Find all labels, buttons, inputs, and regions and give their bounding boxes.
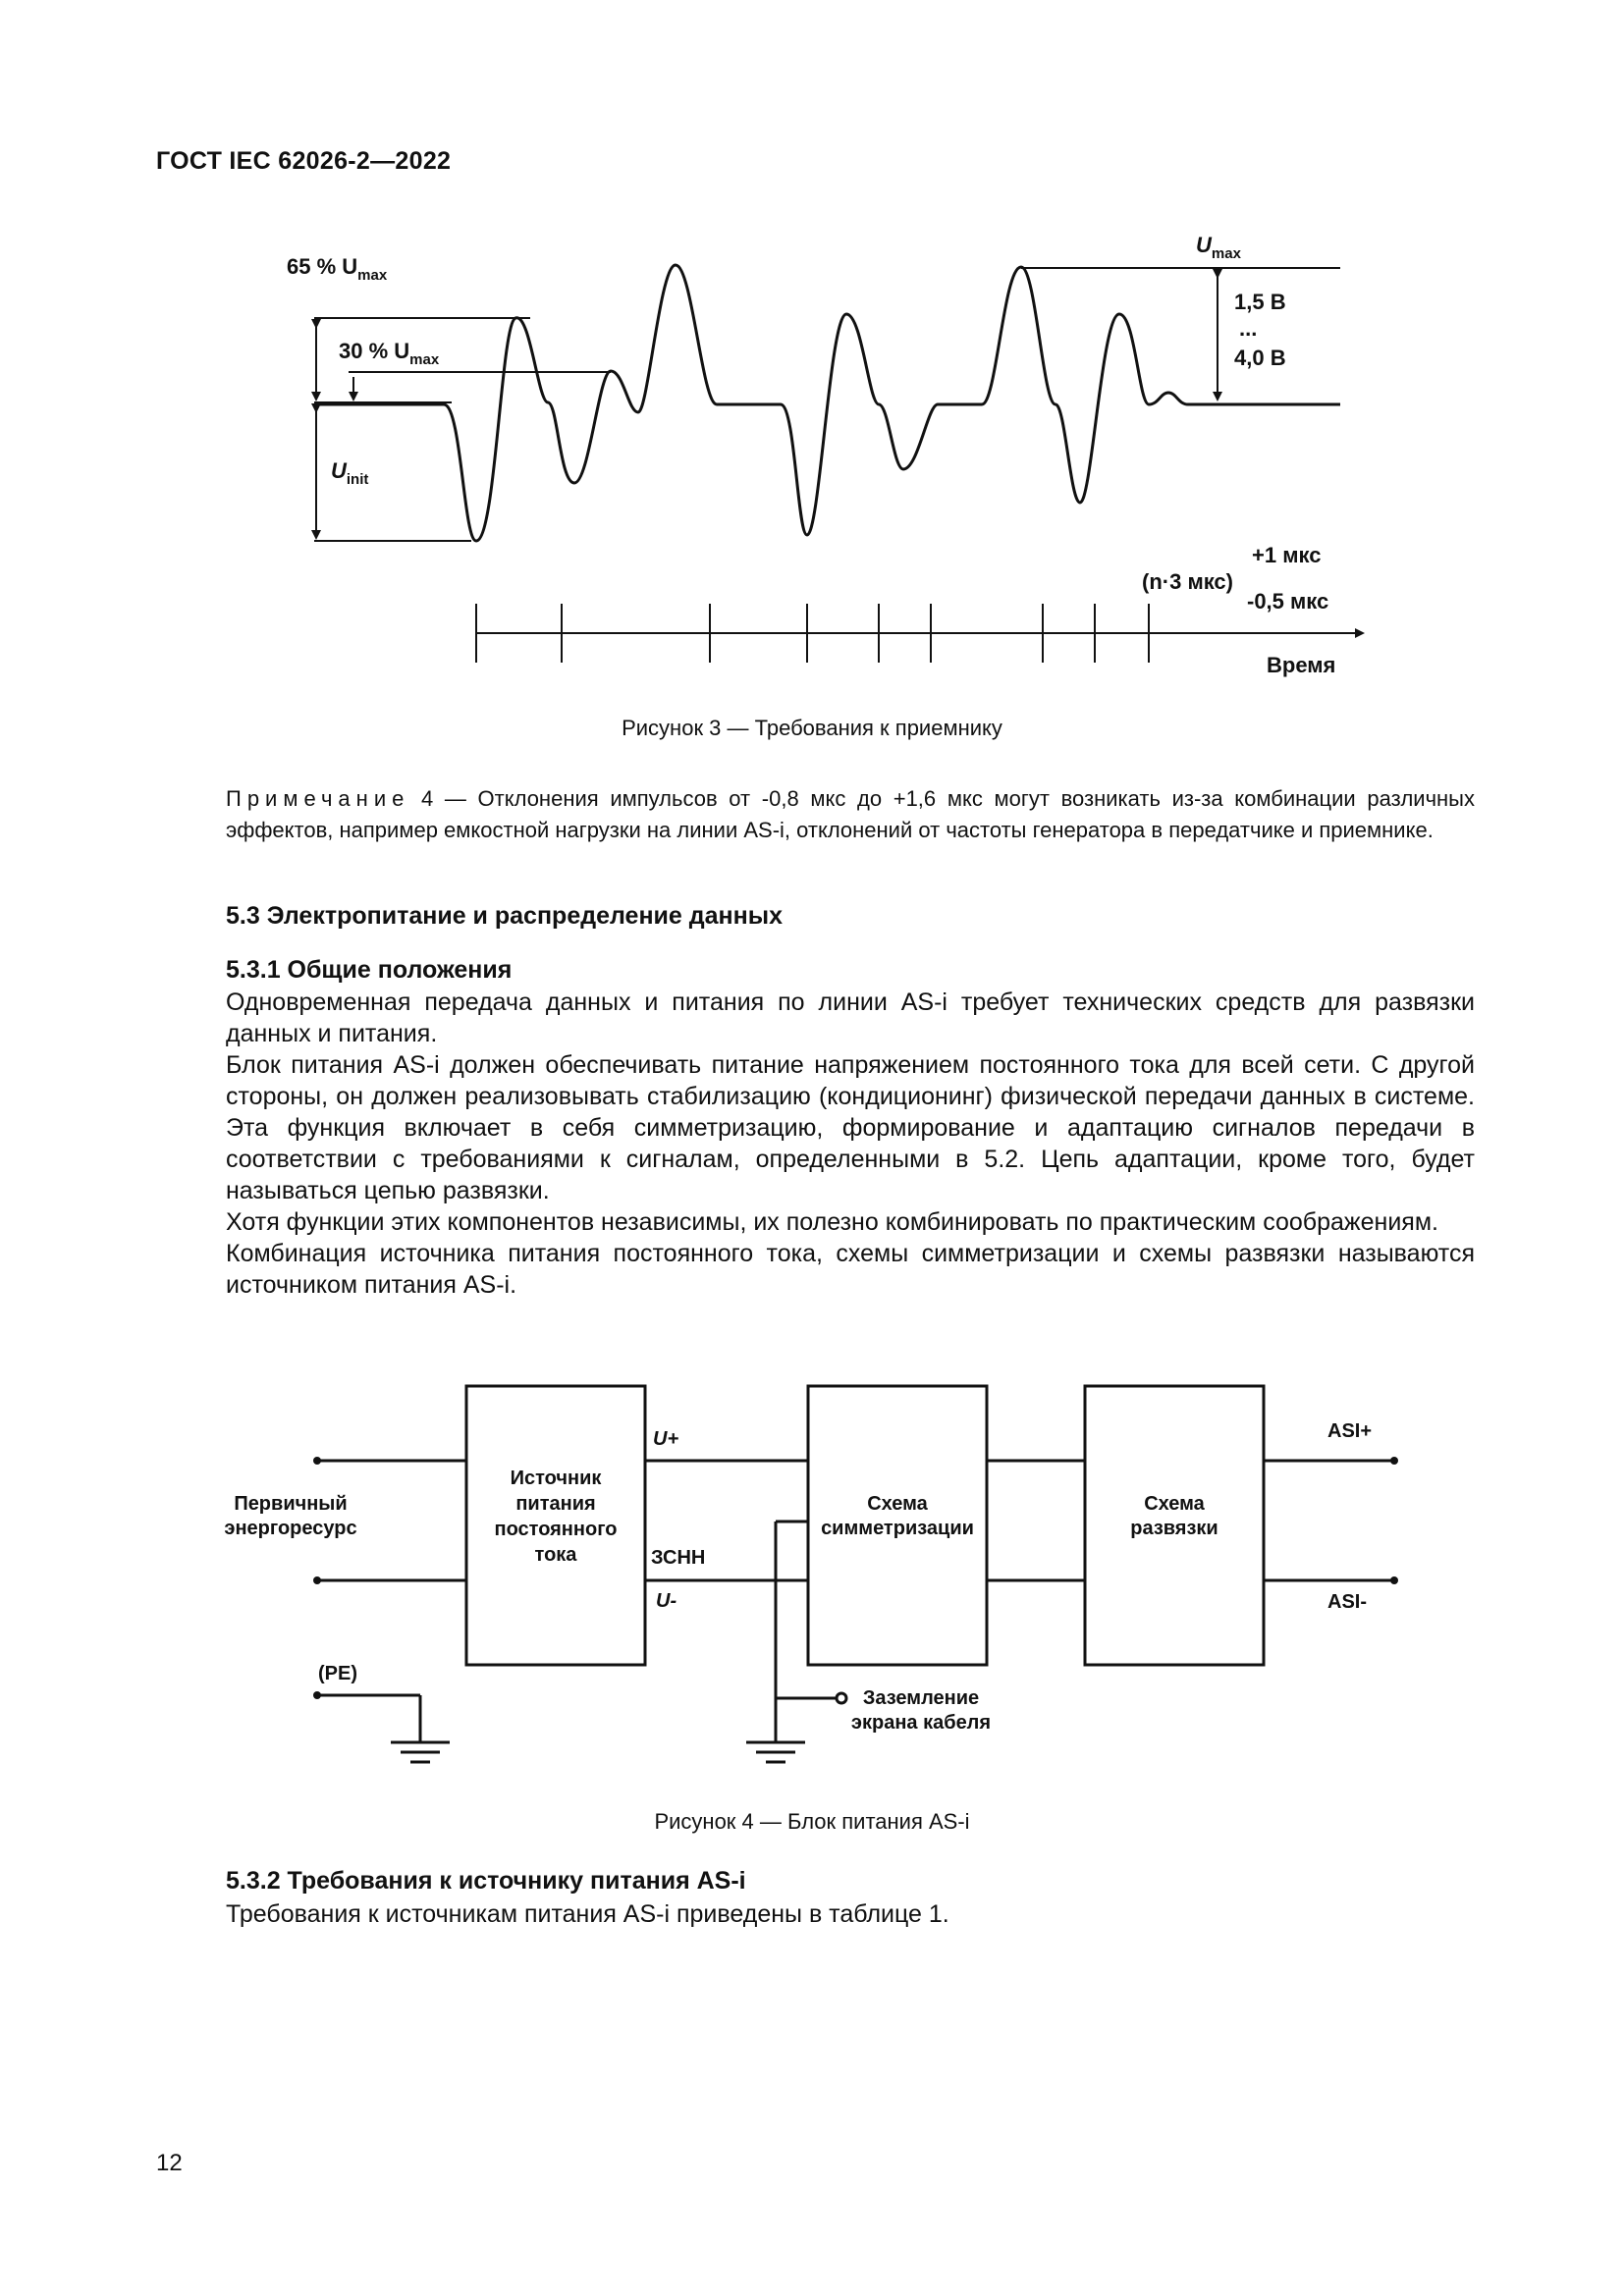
- primary-label-2: энергоресурс: [224, 1518, 357, 1539]
- label-plus1: +1 мкс: [1252, 543, 1322, 567]
- label-range-bottom: 4,0 В: [1234, 346, 1286, 370]
- label-range-top: 1,5 В: [1234, 290, 1286, 314]
- note-prefix: Примечание: [226, 786, 410, 811]
- figure-4-caption: Рисунок 4 — Блок питания AS-i: [654, 1809, 970, 1834]
- sym-label-2: симметризации: [821, 1518, 974, 1539]
- label-65-umax: 65 % $U_{max}$: [287, 254, 388, 284]
- paragraph-3: Хотя функции этих компонентов независимы, их полезно комбинировать по практическим соображениям.: [226, 1208, 1438, 1236]
- label-minus05: -0,5 мкс: [1247, 589, 1329, 614]
- figure-4-power-block: [0, 1355, 1624, 1787]
- figure-3-receiver-requirements: [0, 0, 1624, 707]
- paragraph-2: Блок питания AS-i должен обеспечивать питание напряжением постоянного тока для всей сети. С другой стороны, он должен реализовывать стабилизацию (кондиционинг) физической передачи данных в системе. Эта функция включает в себя симметризацию, формирование и адаптацию сигналов передачи в соответствии с требованиями к сигналам, определенными в 5.2. Цепь адаптации, кроме того, будет называться цепью развязки.: [226, 1051, 1475, 1204]
- pe-label: (PE): [318, 1663, 357, 1684]
- dec-label-2: развязки: [1130, 1518, 1218, 1539]
- label-time: Время: [1267, 653, 1336, 677]
- psu-label-2: питания: [515, 1493, 596, 1515]
- page-number: 12: [156, 2150, 183, 2176]
- document-header: ГОСТ IEC 62026-2—2022: [156, 147, 452, 175]
- paragraph-1: Одновременная передача данных и питания по линии AS-i требует технических средств для развязки данных и питания.: [226, 988, 1475, 1047]
- section-5-3-2-body: [226, 1898, 1475, 1930]
- zsnn-label: ЗСНН: [651, 1547, 706, 1569]
- label-umax-right: $U_{max}$: [1196, 233, 1241, 262]
- ground-label-2: экрана кабеля: [850, 1712, 992, 1734]
- dec-label-1: Схема: [1144, 1493, 1205, 1515]
- section-5-3-1-body: [226, 987, 1475, 1301]
- section-5-3-title: 5.3 Электропитание и распределение данных: [226, 902, 783, 930]
- sym-label-1: Схема: [867, 1493, 928, 1515]
- note-text: 4 — Отклонения импульсов от -0,8 мкс до +1,6 мкс могут возникать из-за комбинации различных эффектов, например емкостной нагрузки на линии AS-i, отклонений от частоты генератора в передатчике и приемнике.: [226, 786, 1475, 842]
- primary-label-1: Первичный: [234, 1493, 348, 1515]
- u-minus-label: U-: [656, 1590, 677, 1612]
- psu-label-1: Источник: [510, 1468, 602, 1489]
- label-n3: (n·3 мкс): [1142, 569, 1233, 594]
- signal-waveform: [314, 265, 1340, 541]
- psu-label-3: постоянного: [494, 1519, 618, 1540]
- paragraph-table-ref: Требования к источникам питания AS-i приведены в таблице 1.: [226, 1900, 949, 1928]
- label-30-umax: 30 % $U_{max}$: [339, 339, 440, 368]
- ground-label-1: Заземление: [862, 1687, 980, 1709]
- u-plus-label: U+: [653, 1428, 679, 1450]
- label-uinit: $U_{init}$: [331, 458, 369, 488]
- asi-minus-label: ASI-: [1327, 1591, 1367, 1613]
- paragraph-4: Комбинация источника питания постоянного тока, схемы симметризации и схемы развязки называются источником питания AS-i.: [226, 1240, 1475, 1299]
- asi-plus-label: ASI+: [1327, 1420, 1373, 1442]
- note-4: [226, 783, 1475, 846]
- section-5-3-1-title: 5.3.1 Общие положения: [226, 956, 513, 984]
- label-range-dots: ...: [1239, 316, 1258, 341]
- figure-3-caption: Рисунок 3 — Требования к приемнику: [622, 716, 1002, 740]
- psu-label-4: тока: [534, 1544, 577, 1566]
- section-5-3-2-title: 5.3.2 Требования к источнику питания AS-i: [226, 1867, 746, 1895]
